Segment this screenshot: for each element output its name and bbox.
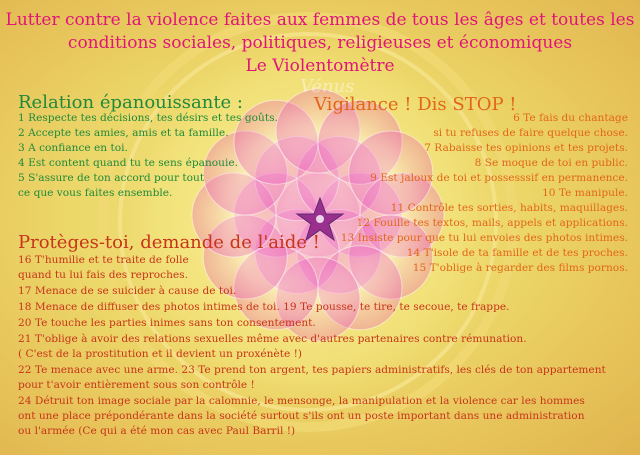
- venus-watermark: Vénus: [300, 76, 355, 97]
- green-item: 3 A confiance en toi.: [18, 142, 128, 154]
- orange-item: 11 Contrôle tes sorties, habits, maquillages.: [390, 202, 628, 214]
- page-title-line1: Lutter contre la violence faites aux femmes de tous les âges et toutes les: [5, 10, 635, 30]
- green-item: 5 S'assure de ton accord pour tout: [18, 172, 205, 184]
- red-heading: Protèges-toi, demande de l'aide !: [18, 232, 320, 253]
- green-heading: Relation épanouissante :: [18, 92, 243, 113]
- red-item: quand tu lui fais des reproches.: [18, 269, 188, 281]
- red-item: pour t'avoir entièrement sous son contrôle !: [18, 379, 255, 391]
- orange-item: 10 Te manipule.: [542, 187, 628, 199]
- page-subtitle: Le Violentomètre: [245, 56, 395, 76]
- green-item: 4 Est content quand tu te sens épanouie.: [18, 157, 238, 169]
- orange-item: 14 T'isole de ta famille et de tes proches.: [406, 247, 628, 259]
- orange-item: 13 Insiste pour que tu lui envoies des photos intimes.: [340, 232, 628, 244]
- orange-item: 7 Rabaisse tes opinions et tes projets.: [424, 142, 628, 154]
- orange-item: si tu refuses de faire quelque chose.: [433, 127, 628, 139]
- orange-list: [268, 112, 628, 277]
- red-item: 22 Te menace avec une arme. 23 Te prend ton argent, tes papiers administratifs, les clés de ton appartement: [18, 364, 606, 376]
- page-title-line2: conditions sociales, politiques, religieuses et économiques: [67, 33, 573, 53]
- red-item: 18 Menace de diffuser des photos intimes de toi. 19 Te pousse, te tire, te secoue, te frappe.: [18, 301, 510, 313]
- green-item: 2 Accepte tes amies, amis et ta famille.: [18, 127, 229, 139]
- orange-item: 15 T'oblige à regarder des films pornos.: [412, 262, 628, 274]
- green-item: 1 Respecte tes décisions, tes désirs et tes goûts.: [18, 112, 278, 124]
- red-item: ou l'armée (Ce qui a été mon cas avec Paul Barril !): [18, 425, 296, 437]
- red-item: 24 Détruit ton image sociale par la calomnie, le mensonge, la manipulation et la violence car les hommes: [18, 395, 585, 407]
- orange-item: 9 Est jaloux de toi et possesssif en permanence.: [370, 172, 628, 184]
- red-item: ont une place prépondérante dans la société surtout s'ils ont un poste important dans une administration: [18, 410, 585, 422]
- green-item: ce que vous faites ensemble.: [18, 187, 173, 199]
- red-item: 17 Menace de se suicider à cause de toi.: [18, 285, 237, 297]
- orange-item: 6 Te fais du chantage: [513, 112, 628, 124]
- red-item: 16 T'humilie et te traite de folle: [18, 254, 189, 266]
- red-item: 21 T'oblige à avoir des relations sexuelles même avec d'autres partenaires contre rémunation.: [18, 333, 527, 345]
- red-item: ( C'est de la prostitution et il devient un proxénète !): [18, 348, 302, 360]
- orange-heading: Vigilance ! Dis STOP !: [314, 94, 517, 115]
- red-item: 20 Te touche les parties inimes sans ton consentement.: [18, 317, 316, 329]
- orange-item: 12 Fouille tes textos, mails, appels et applications.: [356, 217, 628, 229]
- orange-item: 8 Se moque de toi en public.: [474, 157, 628, 169]
